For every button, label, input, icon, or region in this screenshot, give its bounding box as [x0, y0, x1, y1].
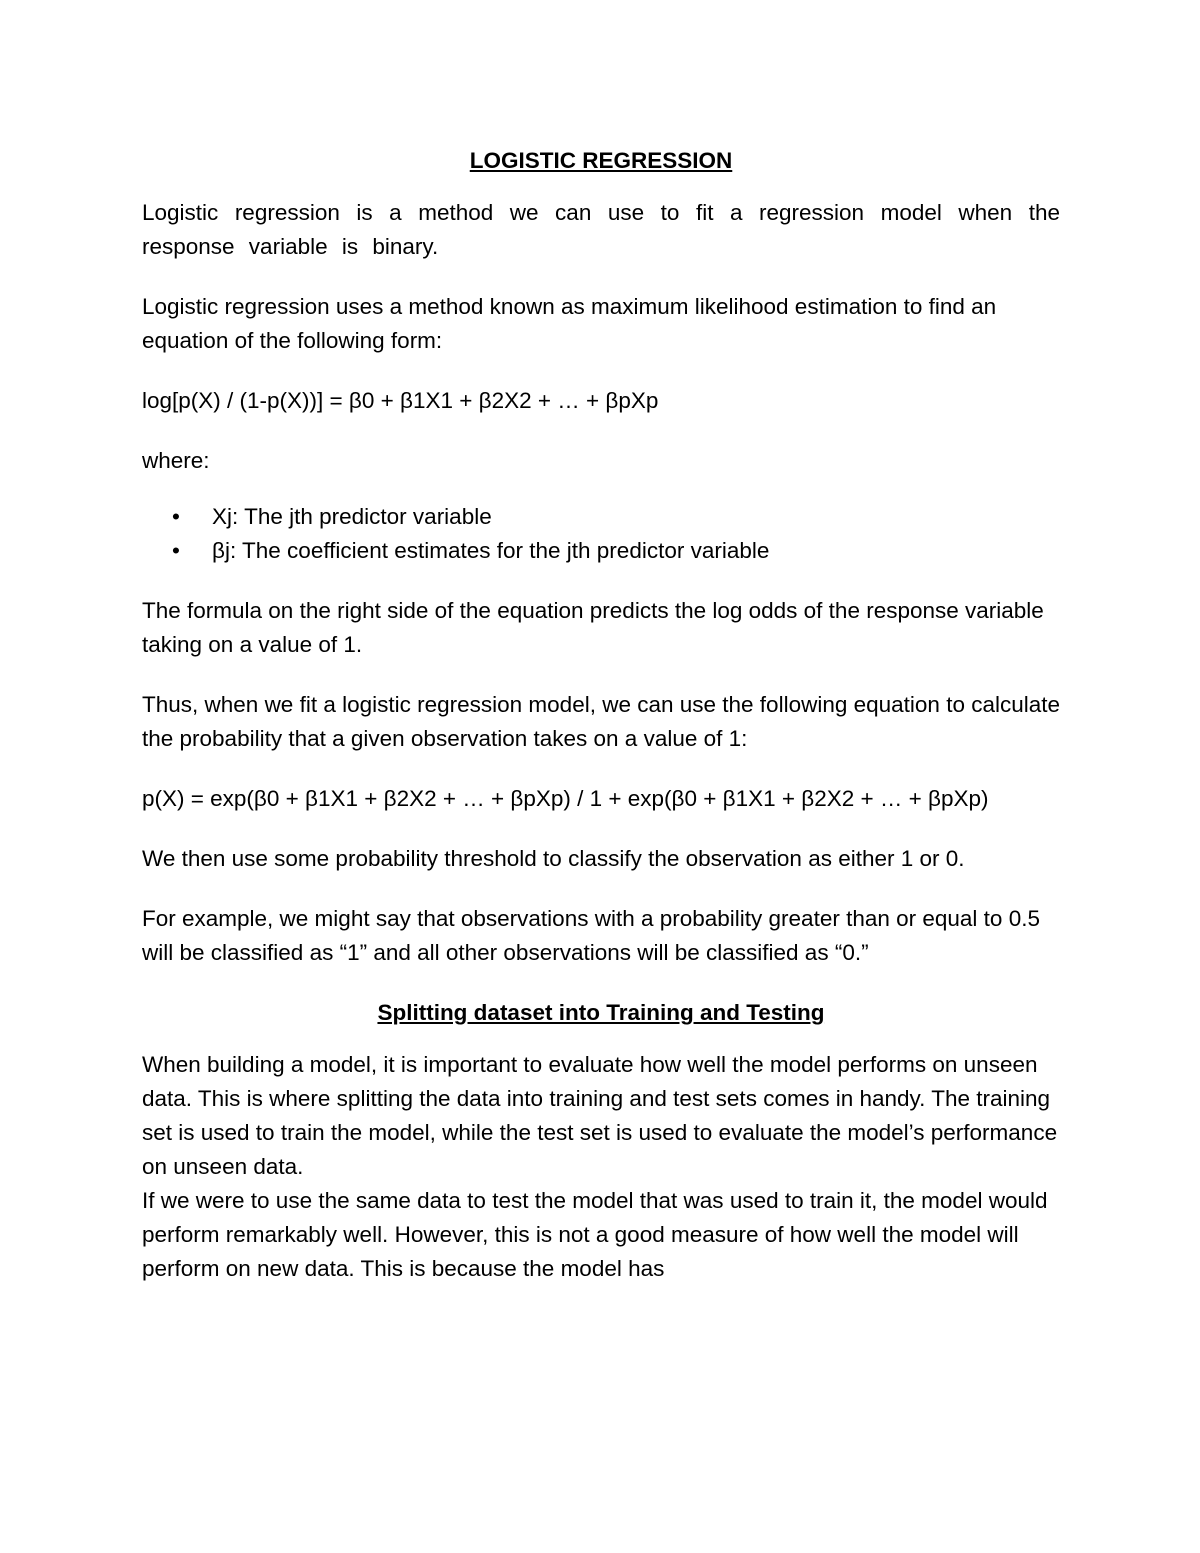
document-title: LOGISTIC REGRESSION: [469, 148, 733, 173]
definition-xj: Xj: The jth predictor variable: [212, 504, 492, 529]
splitting-paragraph-2: If we were to use the same data to test the model that was used to train it, the model would perform remarkably well. However, this is not a good measure of how well the model will perform on new data. This is because the model has: [142, 1188, 1048, 1281]
example-paragraph: For example, we might say that observations with a probability greater than or equal to 0.5 will be classified as “1” and all other observations will be classified as “0.”: [142, 906, 1040, 965]
section-heading: Splitting dataset into Training and Testing: [377, 1000, 825, 1025]
probability-equation: p(X) = exp(β0 + β1X1 + β2X2 + … + βpXp) / 1 + exp(β0 + β1X1 + β2X2 + … + βpXp): [142, 786, 989, 811]
bullet-icon: •: [172, 504, 180, 529]
definition-bj: βj: The coefficient estimates for the jth predictor variable: [212, 538, 770, 563]
definitions-list: [142, 500, 1060, 568]
formula-explanation-paragraph: The formula on the right side of the equation predicts the log odds of the response variable taking on a value of 1.: [142, 598, 1044, 657]
thus-paragraph: Thus, when we fit a logistic regression model, we can use the following equation to calculate the probability that a given observation takes on a value of 1:: [142, 692, 1061, 751]
mle-paragraph: Logistic regression uses a method known as maximum likelihood estimation to find an equation of the following form:: [142, 294, 997, 353]
intro-paragraph: Logistic regression is a method we can use to fit a regression model when the response variable is binary.: [142, 200, 1060, 259]
splitting-paragraph-1: When building a model, it is important to evaluate how well the model performs on unseen data. This is where splitting the data into training and test sets comes in handy. The training set is used to train the model, while the test set is used to evaluate the model’s performance on unseen data.: [142, 1052, 1058, 1179]
log-odds-equation: log[p(X) / (1-p(X))] = β0 + β1X1 + β2X2 + … + βpXp: [142, 388, 659, 413]
where-label: where:: [142, 448, 210, 473]
threshold-paragraph: We then use some probability threshold to classify the observation as either 1 or 0.: [142, 846, 965, 871]
list-item: [142, 534, 1060, 568]
document-body: [142, 146, 1060, 1286]
list-item: [142, 500, 1060, 534]
bullet-icon: •: [172, 538, 180, 563]
